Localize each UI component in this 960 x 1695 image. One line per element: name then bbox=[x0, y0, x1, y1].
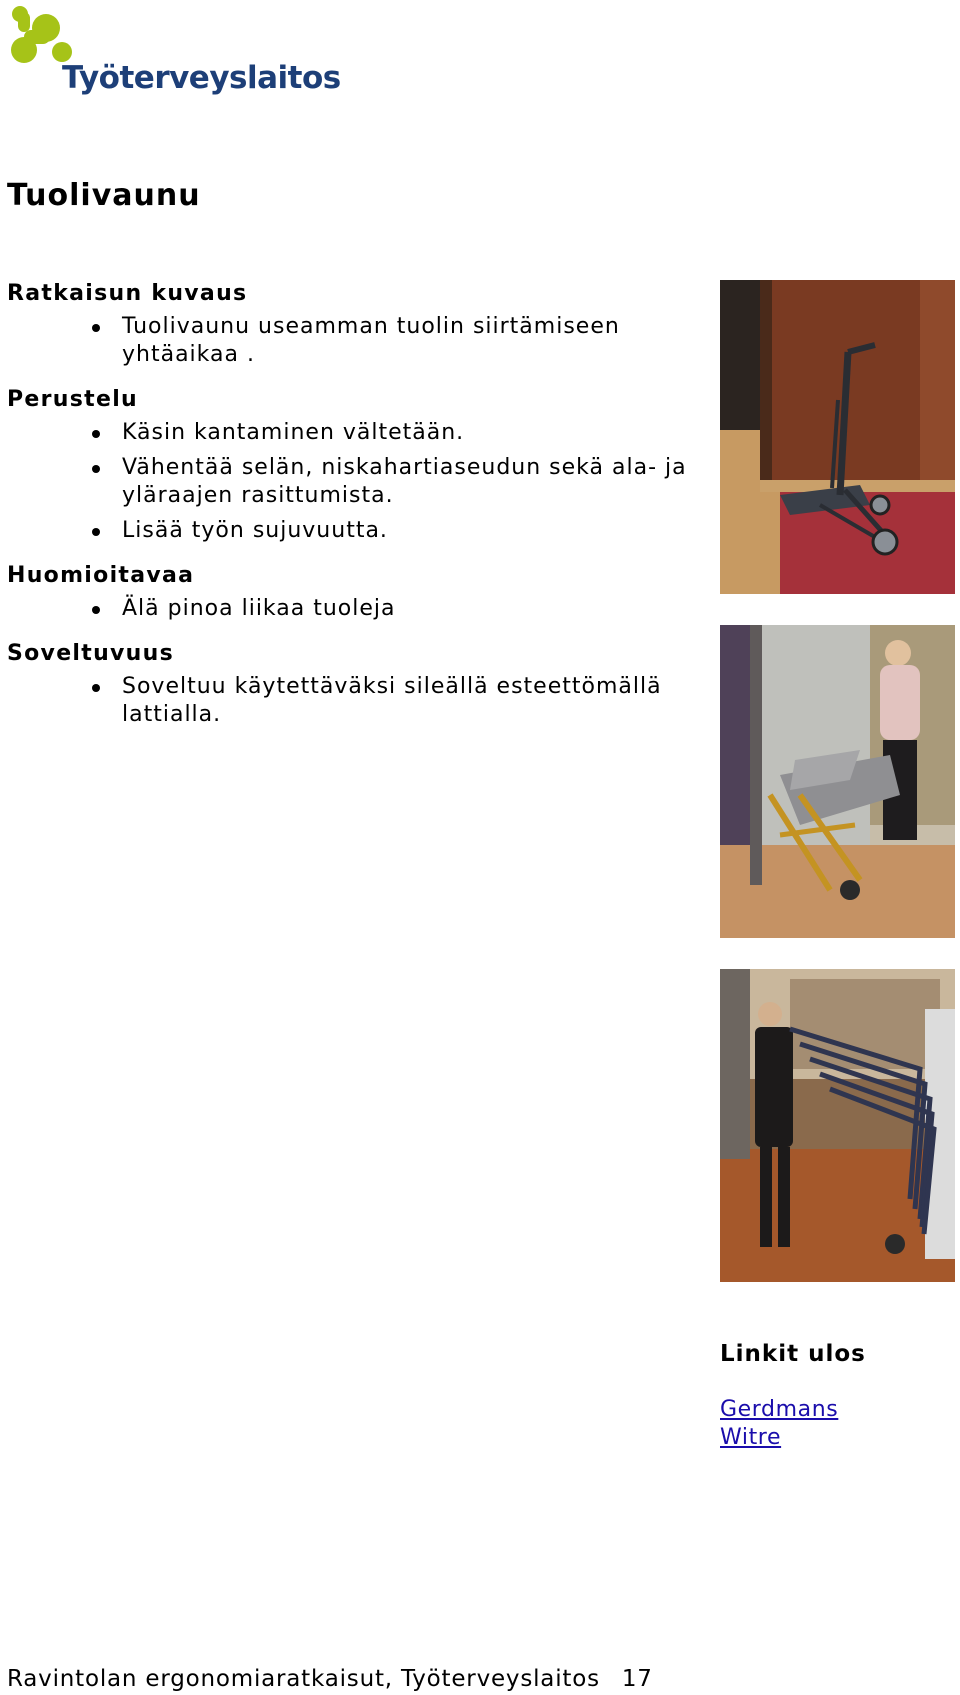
photo-chair-cart-woman bbox=[720, 625, 955, 938]
section-heading: Perustelu bbox=[7, 387, 138, 412]
section-ratkaisun-kuvaus bbox=[7, 280, 697, 369]
list-item: Lisää työn sujuvuutta. bbox=[122, 517, 697, 545]
photo-chair-cart-empty bbox=[720, 280, 955, 594]
section-heading: Soveltuvuus bbox=[7, 641, 175, 666]
bullet-list bbox=[7, 595, 697, 623]
bullet-list bbox=[7, 419, 697, 545]
list-item: Älä pinoa liikaa tuoleja bbox=[122, 595, 697, 623]
logo bbox=[6, 4, 341, 100]
links-heading: Linkit ulos bbox=[720, 1341, 866, 1367]
page-title: Tuolivaunu bbox=[7, 178, 201, 213]
logo-wordmark: Työterveyslaitos bbox=[62, 60, 341, 96]
list-item: Tuolivaunu useamman tuolin siirtämiseen yhtäaikaa . bbox=[122, 313, 697, 369]
section-huomioitavaa bbox=[7, 562, 697, 623]
section-heading: Ratkaisun kuvaus bbox=[7, 281, 248, 306]
bullet-list bbox=[7, 673, 697, 729]
link-gerdmans[interactable]: Gerdmans bbox=[720, 1397, 839, 1422]
list-item: Soveltuu käytettäväksi sileällä esteettömällä lattialla. bbox=[122, 673, 697, 729]
photo-chair-cart-loaded bbox=[720, 969, 955, 1282]
main-content bbox=[7, 280, 697, 736]
list-item: Käsin kantaminen vältetään. bbox=[122, 419, 697, 447]
footer-text: Ravintolan ergonomiaratkaisut, Työterveyslaitos bbox=[7, 1666, 600, 1692]
link-witre[interactable]: Witre bbox=[720, 1425, 782, 1450]
section-soveltuvuus bbox=[7, 640, 697, 729]
list-item: Vähentää selän, niskahartiaseudun sekä ala- ja yläraajen rasittumista. bbox=[122, 454, 697, 510]
section-perustelu bbox=[7, 386, 697, 545]
external-links bbox=[720, 1340, 950, 1452]
bullet-list bbox=[7, 313, 697, 369]
page-number: 17 bbox=[621, 1666, 653, 1692]
section-heading: Huomioitavaa bbox=[7, 563, 195, 588]
page-footer bbox=[7, 1666, 653, 1692]
